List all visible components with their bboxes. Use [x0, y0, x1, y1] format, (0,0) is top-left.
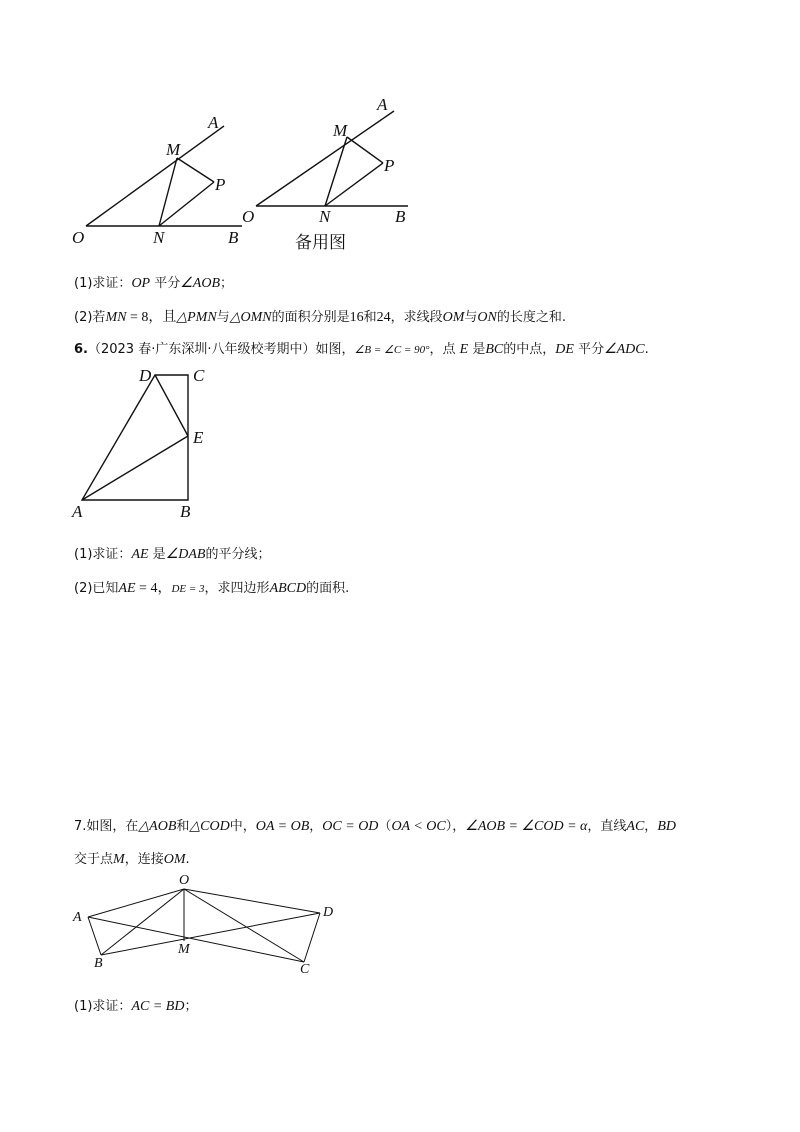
segment-dc	[304, 913, 320, 962]
label-b: B	[228, 228, 239, 247]
label-a: A	[208, 113, 219, 132]
q5-part-2: (2)若MN = 8，且△PMN与△OMN的面积分别是16和24，求线段OM与ON的长度之和.	[74, 310, 567, 325]
label-n-2: N	[319, 207, 331, 226]
q6-label-b: B	[180, 502, 191, 521]
segment-ae	[82, 436, 188, 500]
q6-label-a: A	[72, 502, 83, 521]
segment-de	[155, 375, 188, 436]
q7-label-o: O	[179, 873, 190, 888]
q7-part-1: (1)求证：AC = BD；	[74, 999, 198, 1014]
q5-part-1: (1)求证：OP 平分∠AOB；	[74, 276, 234, 291]
q6-label-e: E	[193, 428, 204, 447]
q7-label-b: B	[94, 956, 103, 971]
segment-mp	[177, 158, 214, 182]
q7-stem-line-1: 7.如图，在△AOB和△COD中，OA = OB，OC = OD（OA < OC），∠AOB = ∠COD = α，直线AC，BD	[74, 819, 676, 834]
q6-part-1: (1)求证：AE 是∠DAB的平分线；	[74, 547, 271, 562]
label-b-2: B	[395, 207, 406, 226]
label-o: O	[72, 228, 85, 247]
segment-mn	[159, 158, 177, 226]
segment-oa	[88, 889, 184, 917]
segment-pn	[159, 182, 214, 226]
q7-label-c: C	[300, 962, 310, 977]
segment-ab	[88, 917, 101, 955]
q6-label-d: D	[139, 366, 152, 385]
q7-stem-line-2: 交于点M，连接OM.	[74, 852, 190, 867]
quadrilateral-abcd	[82, 375, 188, 500]
q6-stem: 6.（2023 春·广东深圳·八年级校考期中）如图，∠B = ∠C = 90°，点 E 是BC的中点，DE 平分∠ADC.	[74, 342, 649, 357]
segment-pn-2	[325, 163, 383, 206]
label-p-2: P	[384, 156, 395, 175]
q7-label-a: A	[73, 910, 82, 925]
q7-label-m: M	[178, 942, 190, 957]
segment-mn-2	[325, 137, 347, 206]
ray-oa-2	[256, 111, 394, 206]
label-m-2: M	[333, 121, 348, 140]
label-p: P	[215, 175, 226, 194]
q6-part-2: (2)已知AE = 4，DE = 3，求四边形ABCD的面积.	[74, 581, 350, 596]
label-n: N	[153, 228, 165, 247]
ray-oa	[86, 126, 224, 226]
figure-q6	[82, 375, 188, 500]
figure-q7	[88, 889, 320, 962]
segment-bd	[101, 913, 320, 955]
q7-label-d: D	[323, 905, 334, 920]
label-m: M	[166, 140, 181, 159]
figure-caption: 备用图	[295, 233, 346, 253]
segment-mp-2	[347, 137, 383, 163]
label-o-2: O	[242, 207, 255, 226]
q6-label-c: C	[193, 366, 205, 385]
label-a-2: A	[377, 95, 388, 114]
